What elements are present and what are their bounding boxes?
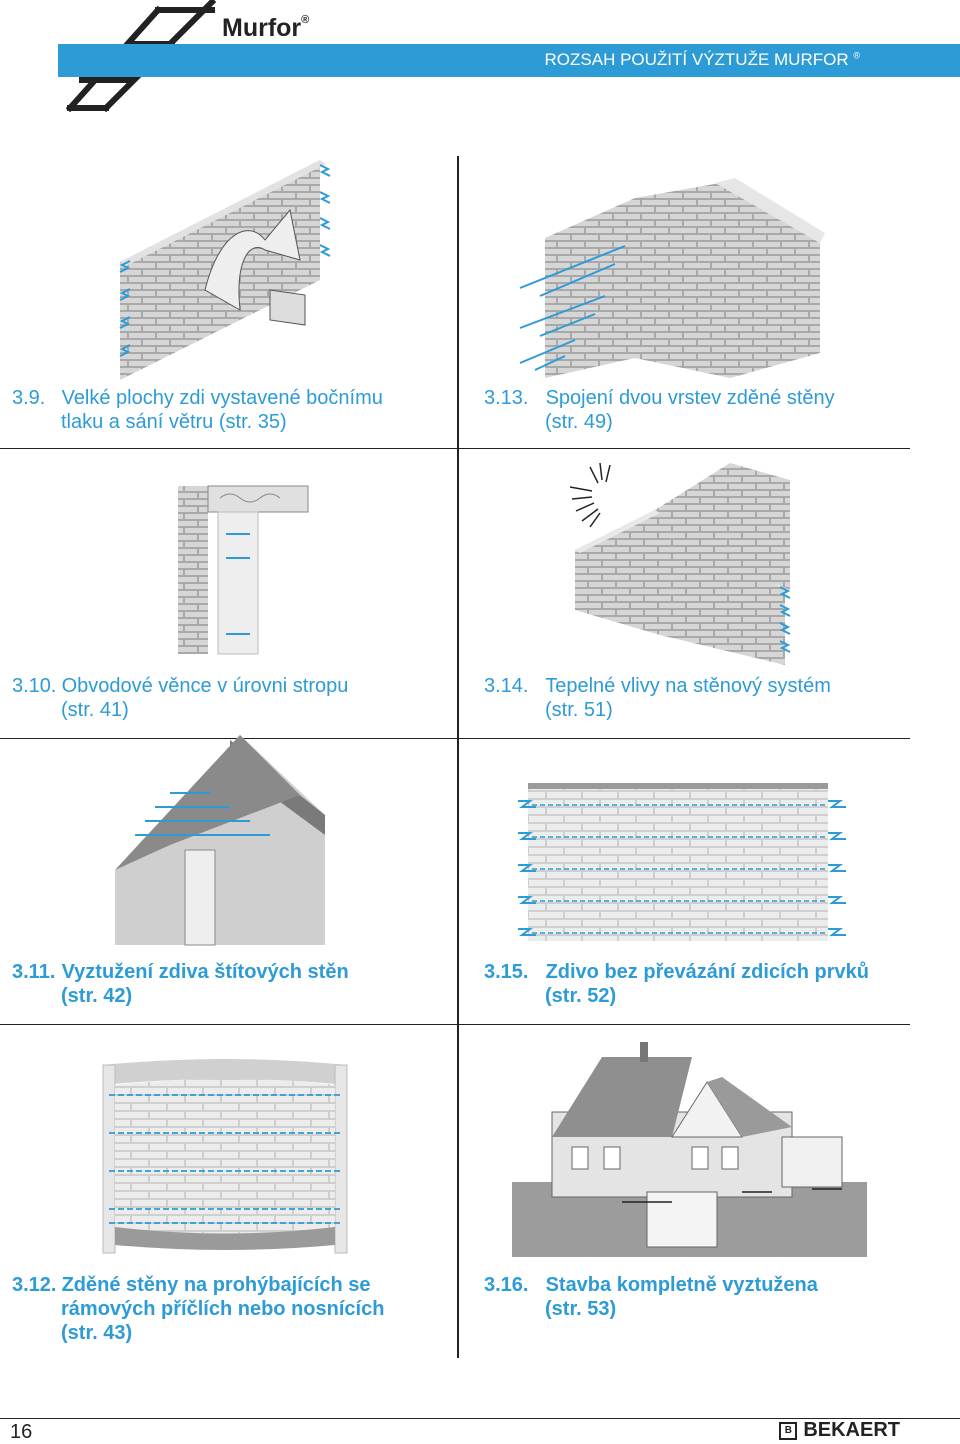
caption-3-11: 3.11. Vyztužení zdiva štítových stěn (str. 42) (12, 961, 349, 1007)
caption-3-12: 3.12. Zděné stěny na prohýbajících se rámových příčlích nebo nosnících (str. 43) (12, 1274, 385, 1344)
caption-3-16: 3.16. Stavba kompletně vyztužena (str. 53) (484, 1274, 818, 1320)
bekaert-logo (779, 1419, 900, 1442)
figure-two-layer-wall (515, 178, 835, 378)
page-number: 16 (10, 1421, 33, 1443)
figure-thermal-effects (560, 455, 860, 670)
caption-3-9: 3.9. Velké plochy zdi vystavené bočnímu tlaku a sání větru (str. 35) (12, 387, 383, 433)
header-bar (58, 44, 960, 77)
figure-gable-wall (110, 735, 330, 950)
caption-3-15: 3.15. Zdivo bez převázání zdicích prvků (str. 52) (484, 961, 869, 1007)
figure-wall-wind-pressure (100, 150, 350, 380)
figure-ring-beam (170, 478, 310, 658)
figure-unbonded-masonry (510, 775, 855, 945)
column-divider (457, 156, 459, 1358)
caption-3-14: 3.14. Tepelné vlivy na stěnový systém (str. 51) (484, 675, 831, 721)
page-title: ROZSAH POUŽITÍ VÝZTUŽE MURFOR ® (544, 50, 860, 69)
brand-name: Murfor® (222, 13, 310, 42)
bekaert-mark-icon: B (779, 1422, 797, 1440)
row-divider-1 (0, 448, 910, 449)
row-divider-3 (0, 1024, 910, 1025)
company-name: BEKAERT (803, 1419, 900, 1441)
caption-3-13: 3.13. Spojení dvou vrstev zděné stěny (str. 49) (484, 387, 835, 433)
figure-deflecting-beams (95, 1055, 355, 1255)
caption-3-10: 3.10. Obvodové věnce v úrovni stropu (str. 41) (12, 675, 349, 721)
figure-fully-reinforced-building (512, 1042, 867, 1257)
